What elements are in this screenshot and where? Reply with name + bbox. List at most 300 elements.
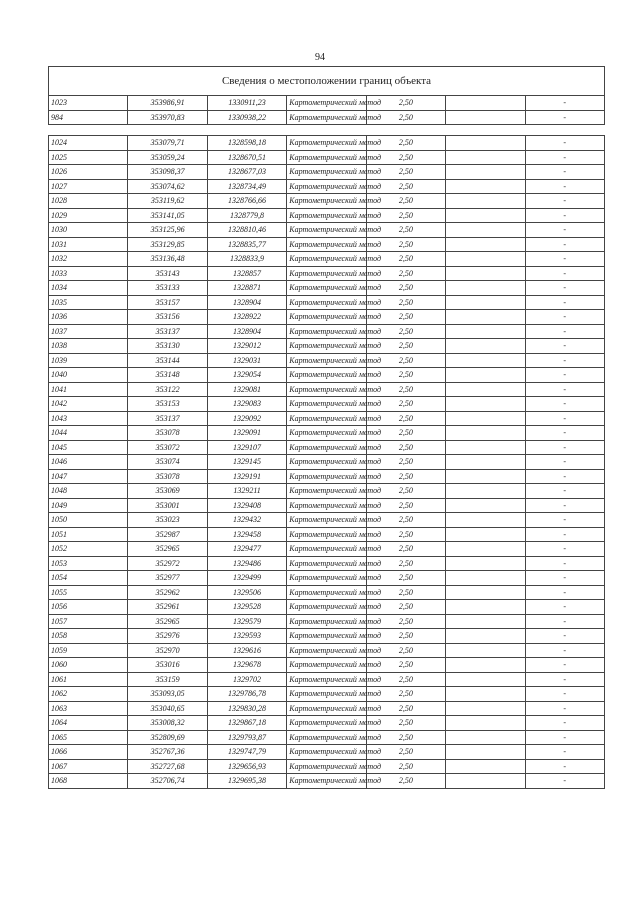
point-number-cell: 1061 [49,672,128,687]
method-cell: Картометрический метод [287,745,366,760]
point-number-cell: 1063 [49,701,128,716]
table-row [49,179,605,194]
point-number-cell: 1051 [49,527,128,542]
coord-x-cell: 353144 [128,353,207,368]
accuracy-cell: 2,50 [366,110,445,125]
accuracy-cell: 2,50 [366,687,445,702]
method-cell: Картометрический метод [287,208,366,223]
point-number-cell: 1067 [49,759,128,774]
accuracy-cell: 2,50 [366,455,445,470]
point-number-cell: 1040 [49,368,128,383]
point-number-cell: 1056 [49,600,128,615]
empty-cell [446,513,525,528]
table-row [49,110,605,125]
empty-cell [446,150,525,165]
table-row [49,701,605,716]
coord-y-cell: 1329678 [207,658,286,673]
point-number-cell: 1066 [49,745,128,760]
table-row [49,745,605,760]
accuracy-cell: 2,50 [366,208,445,223]
point-number-cell: 1029 [49,208,128,223]
coord-y-cell: 1329656,93 [207,759,286,774]
coord-y-cell: 1328734,49 [207,179,286,194]
empty-cell [446,687,525,702]
accuracy-cell: 2,50 [366,310,445,325]
point-number-cell: 1058 [49,629,128,644]
page-number: 94 [315,52,325,63]
empty-cell [446,484,525,499]
accuracy-cell: 2,50 [366,324,445,339]
table-row [49,600,605,615]
coord-y-cell: 1329702 [207,672,286,687]
coord-y-cell: 1329107 [207,440,286,455]
point-number-cell: 1039 [49,353,128,368]
table-row [49,556,605,571]
table-row [49,730,605,745]
accuracy-cell: 2,50 [366,295,445,310]
coord-x-cell: 353130 [128,339,207,354]
description-cell: - [525,759,604,774]
point-number-cell: 1033 [49,266,128,281]
empty-cell [446,716,525,731]
point-number-cell: 1037 [49,324,128,339]
coord-x-cell: 353098,37 [128,165,207,180]
description-cell: - [525,672,604,687]
empty-cell [446,701,525,716]
point-number-cell: 1047 [49,469,128,484]
coord-x-cell: 353059,24 [128,150,207,165]
coord-y-cell: 1328904 [207,324,286,339]
point-number-cell: 1042 [49,397,128,412]
accuracy-cell: 2,50 [366,745,445,760]
empty-cell [446,194,525,209]
method-cell: Картометрический метод [287,96,366,111]
table-row [49,136,605,151]
table-gap-row [49,125,605,136]
coord-x-cell: 352809,69 [128,730,207,745]
description-cell: - [525,716,604,731]
coord-y-cell: 1329616 [207,643,286,658]
coord-y-cell: 1328922 [207,310,286,325]
coord-y-cell: 1328904 [207,295,286,310]
coord-y-cell: 1329408 [207,498,286,513]
table-row [49,513,605,528]
accuracy-cell: 2,50 [366,600,445,615]
method-cell: Картометрический метод [287,179,366,194]
description-cell: - [525,745,604,760]
point-number-cell: 1035 [49,295,128,310]
description-cell: - [525,513,604,528]
empty-cell [446,658,525,673]
coord-y-cell: 1328810,46 [207,223,286,238]
accuracy-cell: 2,50 [366,382,445,397]
table-row [49,774,605,789]
table-row [49,223,605,238]
coord-x-cell: 353001 [128,498,207,513]
coord-y-cell: 1329145 [207,455,286,470]
coord-x-cell: 353970,83 [128,110,207,125]
accuracy-cell: 2,50 [366,759,445,774]
accuracy-cell: 2,50 [366,498,445,513]
method-cell: Картометрический метод [287,281,366,296]
method-cell: Картометрический метод [287,542,366,557]
point-number-cell: 1041 [49,382,128,397]
method-cell: Картометрический метод [287,614,366,629]
method-cell: Картометрический метод [287,368,366,383]
accuracy-cell: 2,50 [366,629,445,644]
accuracy-cell: 2,50 [366,426,445,441]
accuracy-cell: 2,50 [366,701,445,716]
coord-x-cell: 353129,85 [128,237,207,252]
description-cell: - [525,585,604,600]
empty-cell [446,411,525,426]
accuracy-cell: 2,50 [366,281,445,296]
description-cell: - [525,150,604,165]
description-cell: - [525,165,604,180]
coord-x-cell: 352976 [128,629,207,644]
method-cell: Картометрический метод [287,571,366,586]
description-cell: - [525,687,604,702]
coord-x-cell: 353119,62 [128,194,207,209]
table-row [49,165,605,180]
method-cell: Картометрический метод [287,716,366,731]
coord-y-cell: 1329091 [207,426,286,441]
empty-cell [446,600,525,615]
coord-y-cell: 1329528 [207,600,286,615]
method-cell: Картометрический метод [287,397,366,412]
table-row [49,266,605,281]
point-number-cell: 984 [49,110,128,125]
empty-cell [446,571,525,586]
method-cell: Картометрический метод [287,324,366,339]
table-header-row [49,67,605,96]
point-number-cell: 1031 [49,237,128,252]
coord-y-cell: 1329747,79 [207,745,286,760]
description-cell: - [525,96,604,111]
coord-x-cell: 352962 [128,585,207,600]
description-cell: - [525,281,604,296]
coord-x-cell: 353136,48 [128,252,207,267]
description-cell: - [525,194,604,209]
method-cell: Картометрический метод [287,759,366,774]
method-cell: Картометрический метод [287,527,366,542]
table-row [49,382,605,397]
accuracy-cell: 2,50 [366,585,445,600]
method-cell: Картометрический метод [287,774,366,789]
method-cell: Картометрический метод [287,266,366,281]
description-cell: - [525,455,604,470]
point-number-cell: 1049 [49,498,128,513]
description-cell: - [525,469,604,484]
description-cell: - [525,643,604,658]
table-row [49,150,605,165]
table-row [49,397,605,412]
coord-y-cell: 1329012 [207,339,286,354]
empty-cell [446,208,525,223]
method-cell: Картометрический метод [287,252,366,267]
point-number-cell: 1025 [49,150,128,165]
coord-y-cell: 1329054 [207,368,286,383]
point-number-cell: 1038 [49,339,128,354]
coord-y-cell: 1328598,18 [207,136,286,151]
accuracy-cell: 2,50 [366,150,445,165]
table-row [49,252,605,267]
coord-y-cell: 1328670,51 [207,150,286,165]
table-row [49,759,605,774]
boundary-coordinates-table [48,66,605,789]
empty-cell [446,440,525,455]
method-cell: Картометрический метод [287,658,366,673]
empty-cell [446,527,525,542]
coord-x-cell: 352965 [128,614,207,629]
table-row [49,194,605,209]
coord-y-cell: 1329083 [207,397,286,412]
description-cell: - [525,368,604,383]
accuracy-cell: 2,50 [366,96,445,111]
point-number-cell: 1068 [49,774,128,789]
empty-cell [446,629,525,644]
method-cell: Картометрический метод [287,701,366,716]
coord-x-cell: 353141,05 [128,208,207,223]
table-row [49,629,605,644]
table-row [49,324,605,339]
table-row [49,527,605,542]
point-number-cell: 1048 [49,484,128,499]
method-cell: Картометрический метод [287,585,366,600]
coord-x-cell: 353074 [128,455,207,470]
empty-cell [446,136,525,151]
coord-x-cell: 353157 [128,295,207,310]
point-number-cell: 1044 [49,426,128,441]
point-number-cell: 1054 [49,571,128,586]
description-cell: - [525,498,604,513]
table-row [49,542,605,557]
coord-y-cell: 1329579 [207,614,286,629]
description-cell: - [525,223,604,238]
description-cell: - [525,310,604,325]
description-cell: - [525,484,604,499]
method-cell: Картометрический метод [287,469,366,484]
description-cell: - [525,542,604,557]
coord-x-cell: 353153 [128,397,207,412]
accuracy-cell: 2,50 [366,571,445,586]
empty-cell [446,237,525,252]
method-cell: Картометрический метод [287,484,366,499]
coord-x-cell: 353159 [128,672,207,687]
coord-y-cell: 1329477 [207,542,286,557]
point-number-cell: 1024 [49,136,128,151]
coord-y-cell: 1328779,8 [207,208,286,223]
coord-x-cell: 353079,71 [128,136,207,151]
coord-x-cell: 353143 [128,266,207,281]
coord-x-cell: 352767,36 [128,745,207,760]
method-cell: Картометрический метод [287,310,366,325]
description-cell: - [525,614,604,629]
coord-x-cell: 353078 [128,469,207,484]
empty-cell [446,165,525,180]
description-cell: - [525,629,604,644]
point-number-cell: 1065 [49,730,128,745]
coord-y-cell: 1329031 [207,353,286,368]
coord-y-cell: 1329499 [207,571,286,586]
accuracy-cell: 2,50 [366,556,445,571]
method-cell: Картометрический метод [287,513,366,528]
coord-y-cell: 1328766,66 [207,194,286,209]
point-number-cell: 1032 [49,252,128,267]
accuracy-cell: 2,50 [366,266,445,281]
gap-cell [49,125,605,136]
coord-x-cell: 353137 [128,411,207,426]
method-cell: Картометрический метод [287,411,366,426]
coord-y-cell: 1329458 [207,527,286,542]
coord-x-cell: 353148 [128,368,207,383]
description-cell: - [525,527,604,542]
description-cell: - [525,179,604,194]
point-number-cell: 1034 [49,281,128,296]
coord-x-cell: 353008,32 [128,716,207,731]
empty-cell [446,339,525,354]
empty-cell [446,266,525,281]
table-row [49,614,605,629]
accuracy-cell: 2,50 [366,368,445,383]
table-row [49,643,605,658]
table-row [49,310,605,325]
empty-cell [446,179,525,194]
point-number-cell: 1057 [49,614,128,629]
point-number-cell: 1046 [49,455,128,470]
description-cell: - [525,339,604,354]
coord-y-cell: 1329867,18 [207,716,286,731]
coord-y-cell: 1329695,38 [207,774,286,789]
coord-x-cell: 352965 [128,542,207,557]
accuracy-cell: 2,50 [366,716,445,731]
accuracy-cell: 2,50 [366,614,445,629]
accuracy-cell: 2,50 [366,672,445,687]
accuracy-cell: 2,50 [366,252,445,267]
accuracy-cell: 2,50 [366,658,445,673]
method-cell: Картометрический метод [287,687,366,702]
description-cell: - [525,208,604,223]
table-row [49,411,605,426]
point-number-cell: 1030 [49,223,128,238]
coord-y-cell: 1329092 [207,411,286,426]
method-cell: Картометрический метод [287,237,366,252]
table-row [49,426,605,441]
coord-x-cell: 353040,65 [128,701,207,716]
coord-x-cell: 352727,68 [128,759,207,774]
coord-x-cell: 353122 [128,382,207,397]
method-cell: Картометрический метод [287,150,366,165]
accuracy-cell: 2,50 [366,136,445,151]
coord-y-cell: 1328677,03 [207,165,286,180]
coord-x-cell: 353125,96 [128,223,207,238]
method-cell: Картометрический метод [287,498,366,513]
table-row [49,672,605,687]
coord-y-cell: 1329786,78 [207,687,286,702]
table-row [49,96,605,111]
table-row [49,716,605,731]
accuracy-cell: 2,50 [366,179,445,194]
point-number-cell: 1053 [49,556,128,571]
description-cell: - [525,136,604,151]
coord-y-cell: 1329593 [207,629,286,644]
table-row [49,455,605,470]
coord-y-cell: 1329191 [207,469,286,484]
empty-cell [446,310,525,325]
empty-cell [446,556,525,571]
method-cell: Картометрический метод [287,223,366,238]
coord-y-cell: 1330911,23 [207,96,286,111]
accuracy-cell: 2,50 [366,730,445,745]
empty-cell [446,643,525,658]
description-cell: - [525,266,604,281]
table-row [49,208,605,223]
accuracy-cell: 2,50 [366,469,445,484]
empty-cell [446,368,525,383]
table-row [49,353,605,368]
method-cell: Картометрический метод [287,455,366,470]
description-cell: - [525,411,604,426]
accuracy-cell: 2,50 [366,411,445,426]
point-number-cell: 1023 [49,96,128,111]
coord-y-cell: 1329211 [207,484,286,499]
coord-x-cell: 352961 [128,600,207,615]
coord-x-cell: 352972 [128,556,207,571]
empty-cell [446,469,525,484]
description-cell: - [525,658,604,673]
coord-x-cell: 352706,74 [128,774,207,789]
point-number-cell: 1050 [49,513,128,528]
description-cell: - [525,382,604,397]
coord-x-cell: 352987 [128,527,207,542]
empty-cell [446,672,525,687]
table-row [49,585,605,600]
method-cell: Картометрический метод [287,353,366,368]
accuracy-cell: 2,50 [366,397,445,412]
table-row [49,440,605,455]
coord-y-cell: 1329506 [207,585,286,600]
empty-cell [446,324,525,339]
description-cell: - [525,252,604,267]
accuracy-cell: 2,50 [366,643,445,658]
method-cell: Картометрический метод [287,194,366,209]
coord-y-cell: 1330938,22 [207,110,286,125]
empty-cell [446,614,525,629]
coord-x-cell: 352970 [128,643,207,658]
method-cell: Картометрический метод [287,339,366,354]
coord-y-cell: 1329486 [207,556,286,571]
empty-cell [446,498,525,513]
empty-cell [446,542,525,557]
accuracy-cell: 2,50 [366,194,445,209]
coord-y-cell: 1329081 [207,382,286,397]
table-row [49,571,605,586]
description-cell: - [525,440,604,455]
accuracy-cell: 2,50 [366,165,445,180]
description-cell: - [525,426,604,441]
accuracy-cell: 2,50 [366,513,445,528]
table-row [49,295,605,310]
empty-cell [446,252,525,267]
description-cell: - [525,237,604,252]
accuracy-cell: 2,50 [366,774,445,789]
table-title: Сведения о местоположении границ объекта [49,67,605,96]
coord-x-cell: 353093,05 [128,687,207,702]
method-cell: Картометрический метод [287,165,366,180]
coord-x-cell: 353074,62 [128,179,207,194]
table-row [49,498,605,513]
empty-cell [446,774,525,789]
